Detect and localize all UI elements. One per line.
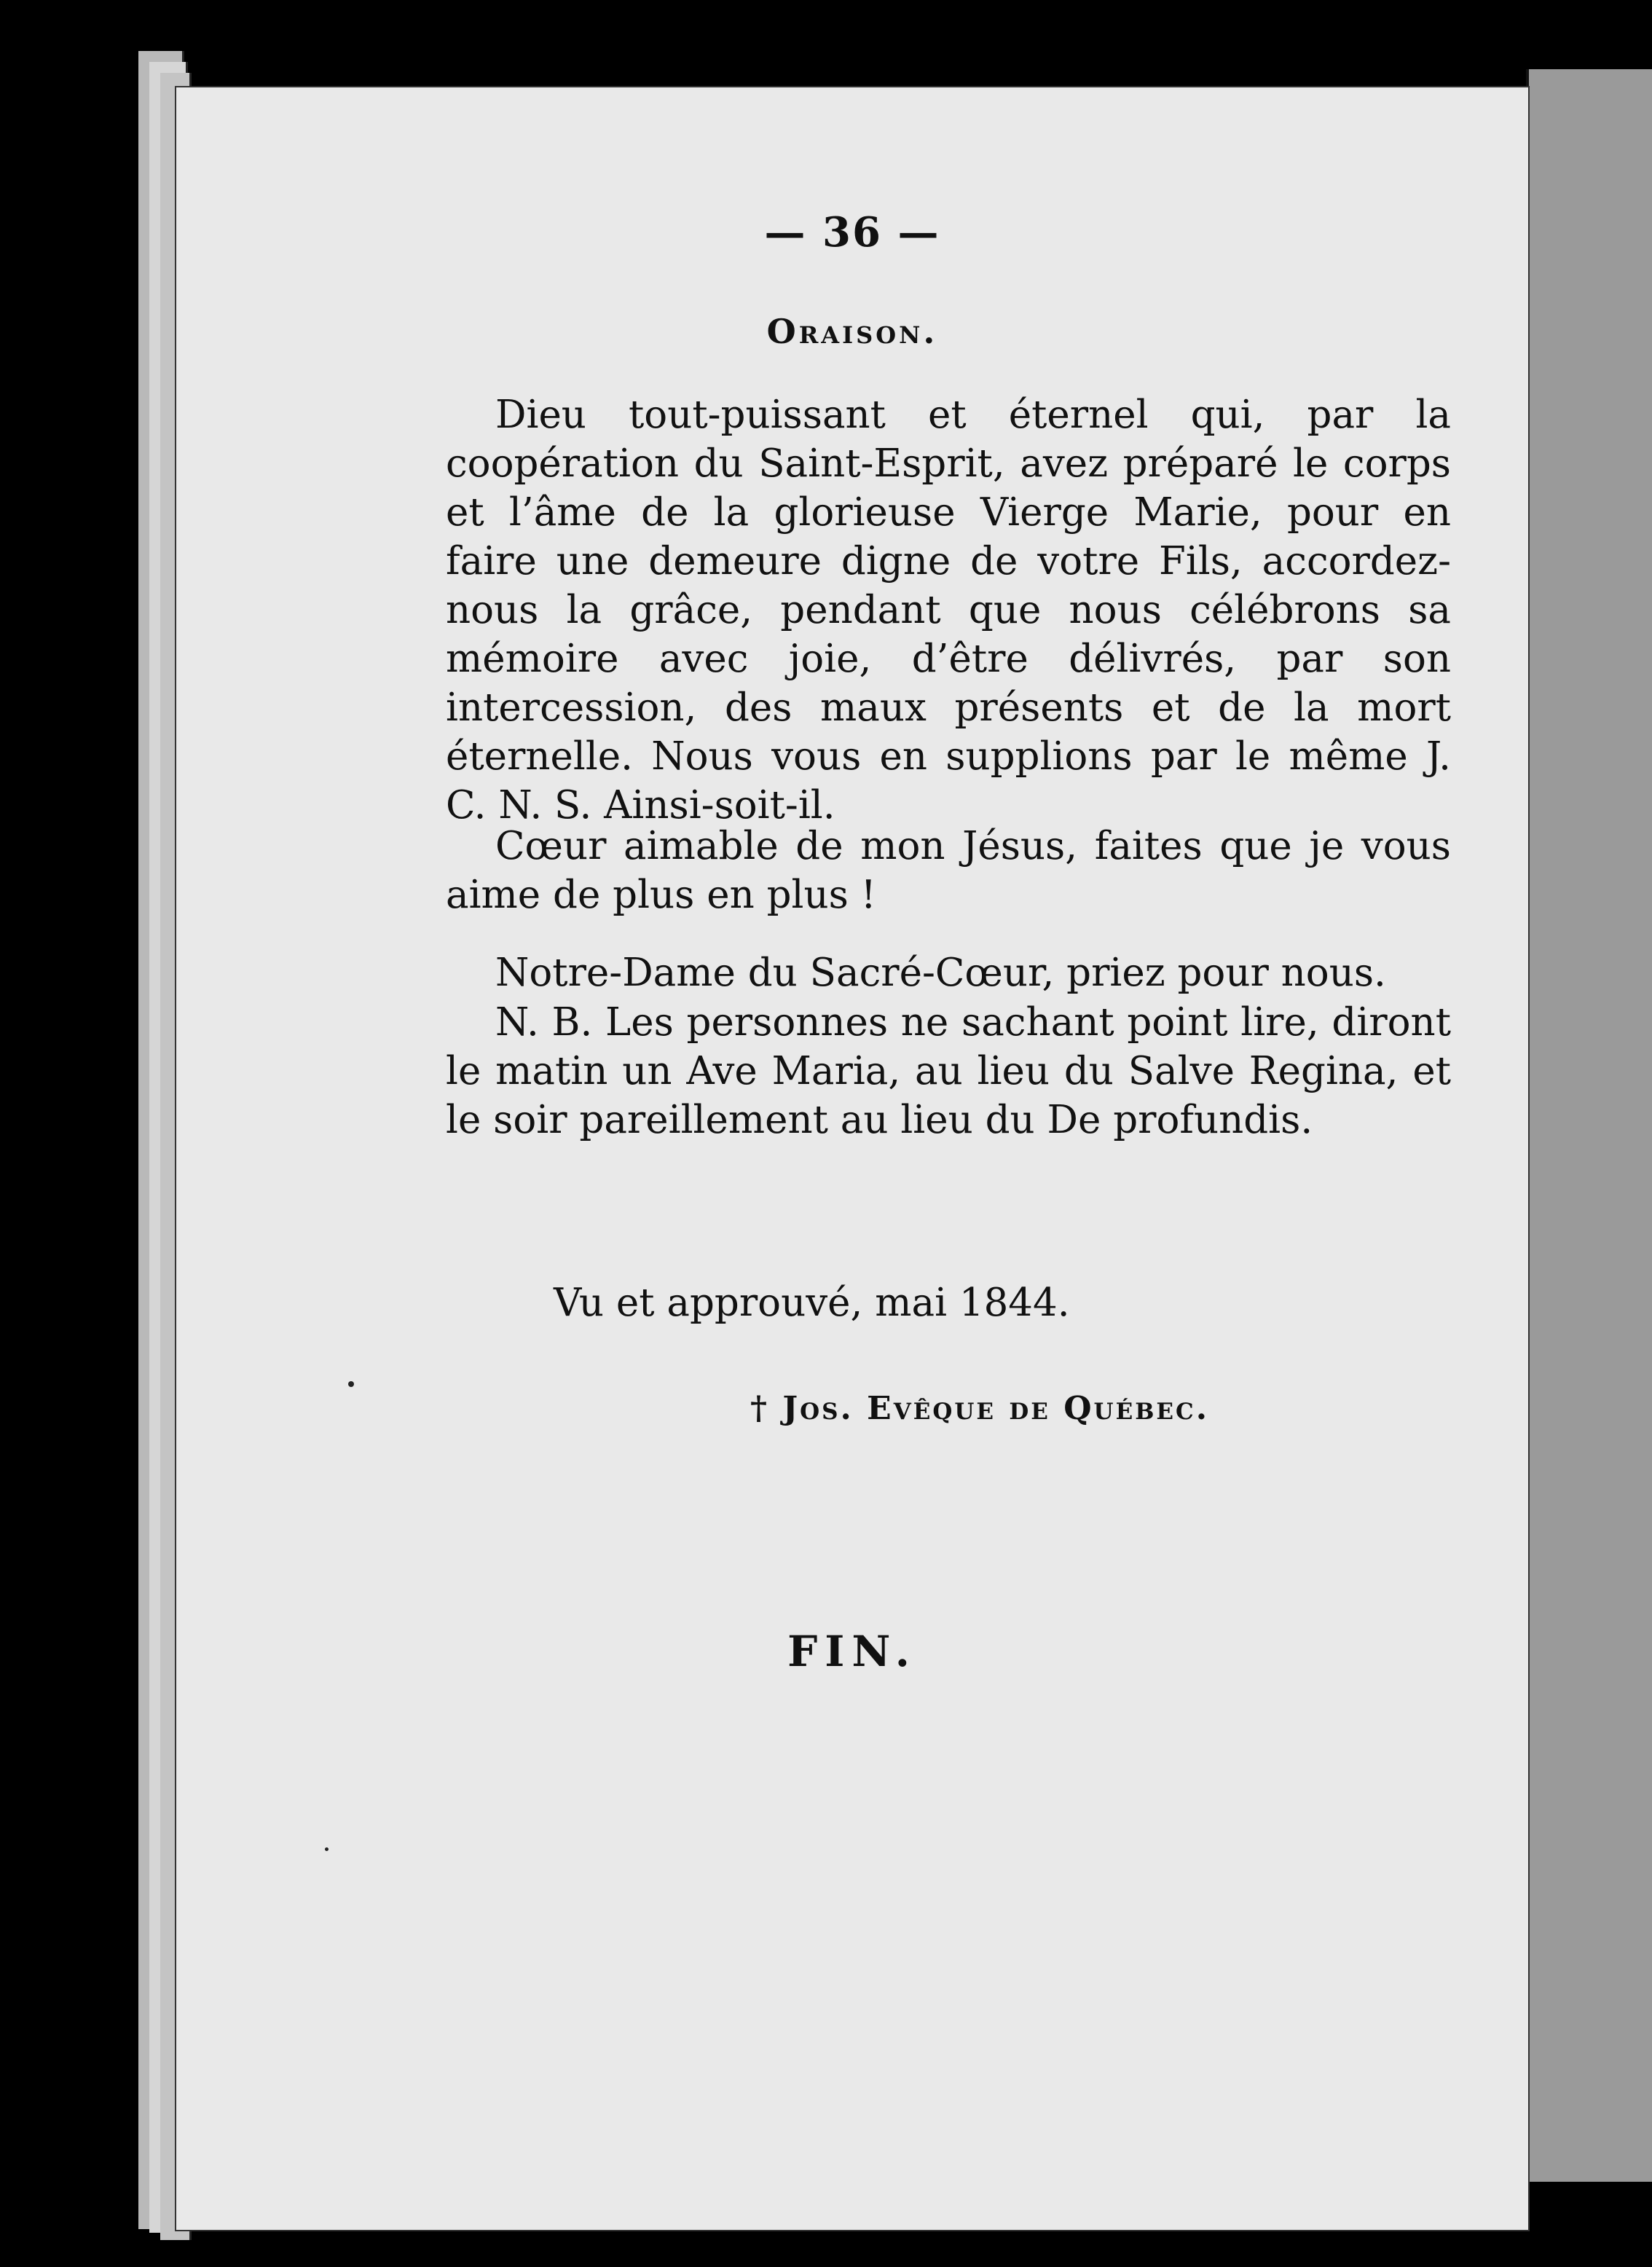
approval-line: Vu et approuvé, mai 1844. — [554, 1281, 1070, 1325]
section-heading: Oraison. — [766, 312, 938, 351]
note-paragraph — [446, 998, 1451, 1144]
invocation-paragraph — [446, 948, 1451, 997]
adjacent-page-edge — [1526, 69, 1652, 2182]
paragraph-text: Cœur aimable de mon Jésus, faites que je vous aime de plus en plus ! — [446, 824, 1451, 917]
prayer-paragraph — [446, 390, 1451, 830]
paragraph-text: Dieu tout-puissant et éternel qui, par la coopération du Saint-Esprit, avez préparé le corps et l’âme de la glorieuse Vierge Marie, pour en faire une demeure digne de votre Fils, accordez-nous la grâce, pendant que nous célébrons sa mémoire avec joie, d’être délivrés, par son intercession, des maux présents et de la mort éternelle. Nous vous en supplions par le même J. C. N. S. Ainsi-soit-il. — [446, 393, 1451, 828]
paragraph-text: Notre-Dame du Sacré-Cœur, priez pour nous. — [495, 951, 1386, 995]
invocation-paragraph — [446, 822, 1451, 919]
closing-word: FIN. — [787, 1627, 917, 1676]
page-number: — 36 — — [764, 208, 940, 256]
scan-speck — [325, 1847, 329, 1851]
signature-line: † Jos. Evêque de Québec. — [750, 1390, 1210, 1427]
paragraph-text: N. B. Les personnes ne sachant point lire, diront le matin un Ave Maria, au lieu du Salve Regina, et le soir pareillement au lieu du De profundis. — [446, 1000, 1451, 1142]
book-page — [175, 86, 1530, 2231]
scan-speck — [348, 1381, 354, 1387]
